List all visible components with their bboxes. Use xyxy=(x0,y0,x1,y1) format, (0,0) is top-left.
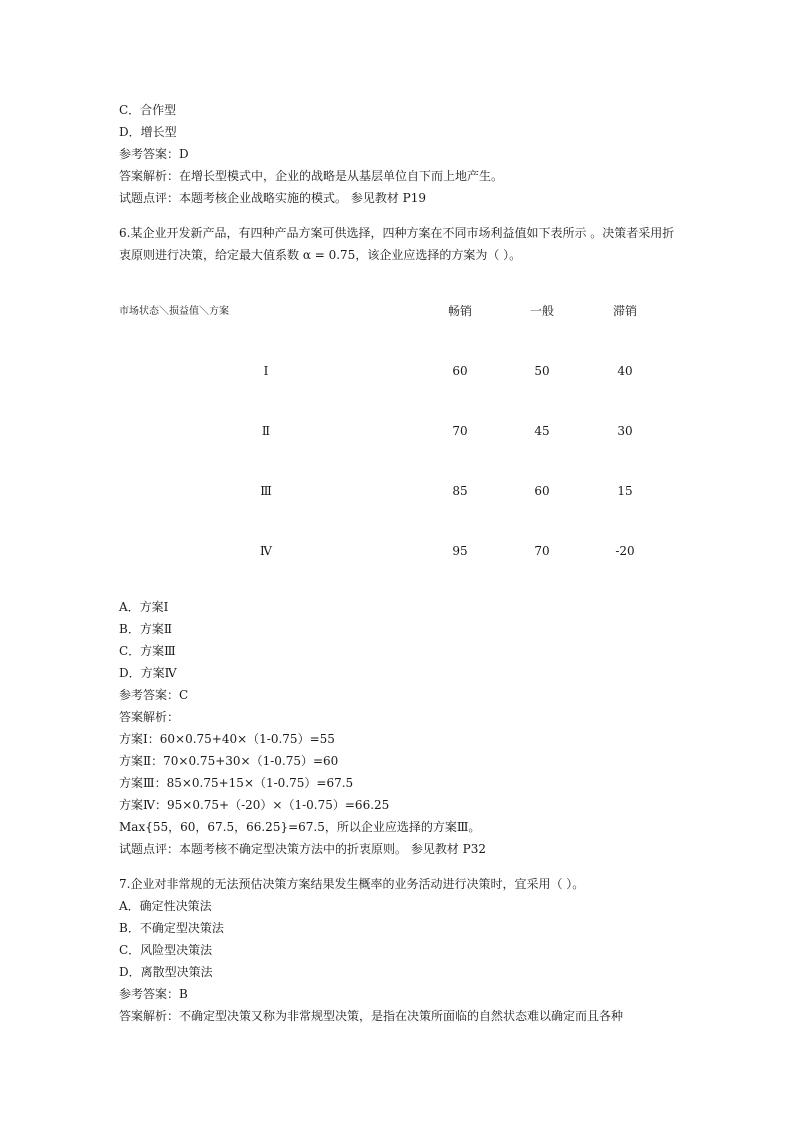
question-comment: 试题点评：本题考核不确定型决策方法中的折衷原则。 参见教材 P32 xyxy=(119,842,486,856)
table-cell: 45 xyxy=(534,424,550,438)
option-c: C．合作型 xyxy=(119,103,177,117)
calculation-line: 方案Ⅰ：60×0.75+40×（1-0.75）=55 xyxy=(119,732,335,746)
option-a: A．方案Ⅰ xyxy=(119,600,169,614)
option-c: C．风险型决策法 xyxy=(119,943,213,957)
option-a: A．确定性决策法 xyxy=(119,899,212,913)
calculation-line: 方案Ⅱ：70×0.75+30×（1-0.75）=60 xyxy=(119,754,339,768)
option-b: B．不确定型决策法 xyxy=(119,921,224,935)
reference-answer: 参考答案：B xyxy=(119,987,188,1001)
table-row-label: Ⅱ xyxy=(261,424,271,438)
option-d: D．方案Ⅳ xyxy=(119,666,177,680)
option-b: B．方案Ⅱ xyxy=(119,622,172,636)
answer-analysis: 答案解析：不确定型决策又称为非常规型决策，是指在决策所面临的自然状态难以确定而且各种 xyxy=(119,1009,624,1023)
option-d: D．离散型决策法 xyxy=(119,965,213,979)
question-6-text: 6.某企业开发新产品，有四种产品方案可供选择，四种方案在不同市场利益值如下表所示 。决策者采用折衷原则进行决策，给定最大值系数 α = 0.75，该企业应选择的方案为（ ）。 xyxy=(119,226,675,262)
table-cell: 50 xyxy=(534,364,550,378)
table-col-header: 一般 xyxy=(529,304,554,318)
question-7-text: 7.企业对非常规的无法预估决策方案结果发生概率的业务活动进行决策时，宜采用（ ）。 xyxy=(119,877,585,891)
calculation-line: 方案Ⅲ：85×0.75+15×（1-0.75）=67.5 xyxy=(119,776,354,790)
table-cell: 60 xyxy=(534,484,550,498)
table-cell: 70 xyxy=(534,544,550,558)
option-d: D．增长型 xyxy=(119,125,177,139)
table-cell: 60 xyxy=(452,364,468,378)
table-cell: 30 xyxy=(617,424,633,438)
table-cell: -20 xyxy=(615,544,635,558)
conclusion-line: Max{55，60，67.5，66.25}=67.5，所以企业应选择的方案Ⅲ。 xyxy=(119,820,481,834)
table-header-label: 市场状态＼损益值＼方案 xyxy=(119,306,229,317)
table-cell: 95 xyxy=(452,544,468,558)
table-row-label: Ⅲ xyxy=(260,484,272,498)
calculation-line: 方案Ⅳ：95×0.75+（-20）×（1-0.75）=66.25 xyxy=(119,798,390,812)
table-cell: 40 xyxy=(617,364,633,378)
table-col-header: 畅销 xyxy=(447,304,472,318)
table-cell: 70 xyxy=(452,424,468,438)
table-cell: 15 xyxy=(617,484,633,498)
table-col-header: 滞销 xyxy=(612,304,637,318)
option-c: C．方案Ⅲ xyxy=(119,644,176,658)
table-row-label: Ⅰ xyxy=(263,364,269,378)
answer-analysis: 答案解析： xyxy=(119,710,180,724)
question-comment: 试题点评：本题考核企业战略实施的模式。 参见教材 P19 xyxy=(119,191,426,205)
answer-analysis: 答案解析：在增长型模式中，企业的战略是从基层单位自下而上地产生。 xyxy=(119,169,504,183)
table-row-label: Ⅳ xyxy=(260,544,272,558)
reference-answer: 参考答案：C xyxy=(119,688,189,702)
reference-answer: 参考答案：D xyxy=(119,147,189,161)
table-cell: 85 xyxy=(452,484,468,498)
